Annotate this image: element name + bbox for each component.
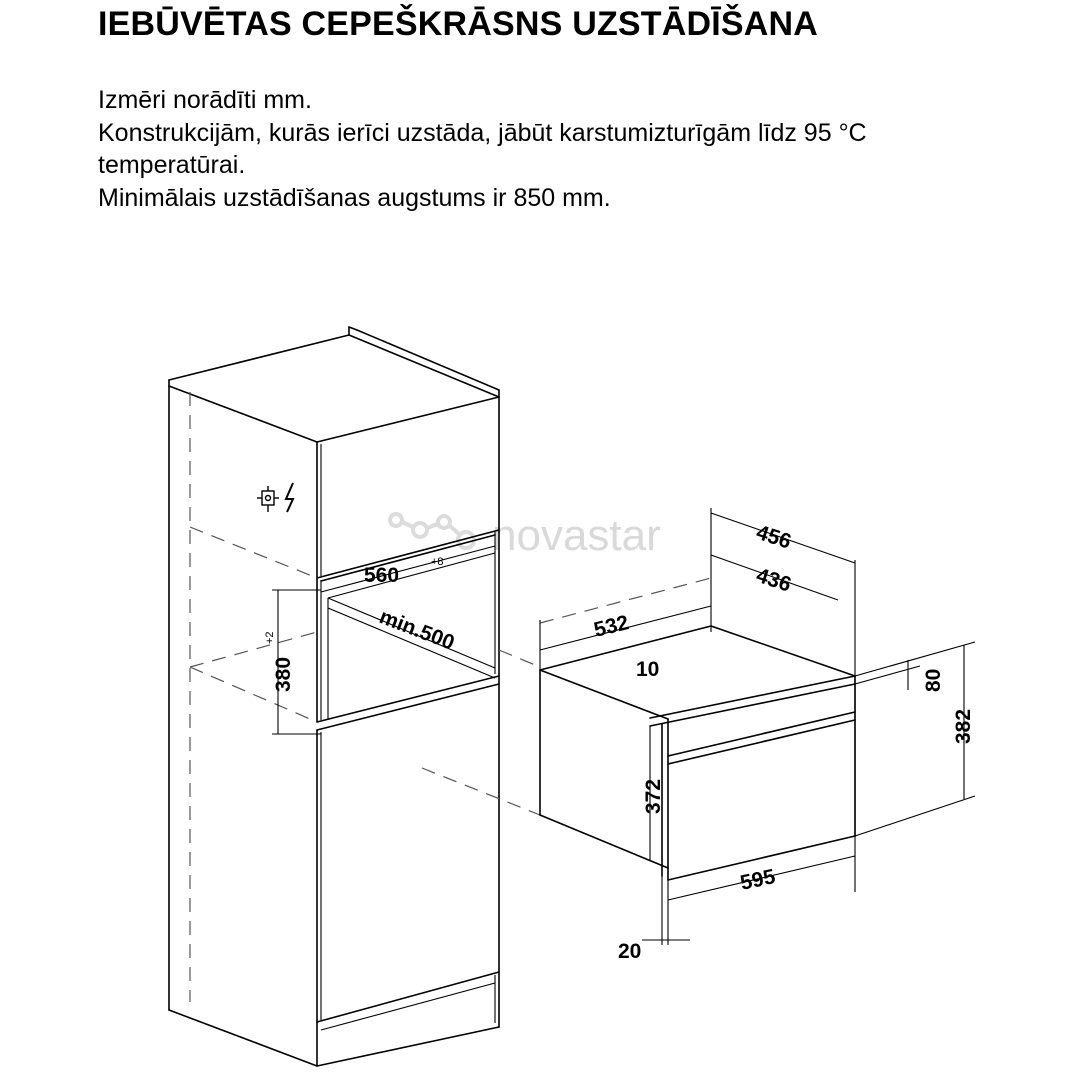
- page-title: IEBŪVĒTAS CEPEŠKRĀSNS UZSTĀDĪŠANA: [98, 5, 819, 43]
- dim-niche-height-tolerance: +2: [264, 631, 276, 644]
- watermark-logo-icon: [390, 514, 474, 548]
- dim-appliance-depth: 532: [591, 611, 632, 642]
- dim-appliance-total-height: 382: [952, 708, 975, 744]
- dim-niche-width-tolerance: +8: [431, 556, 444, 568]
- cabinet: [169, 327, 499, 1066]
- watermark-text: novastar: [492, 511, 661, 560]
- dim-panel-top-height: 80: [922, 668, 945, 692]
- dim-niche-height: 380: [272, 656, 295, 692]
- dim-body-height: 372: [642, 778, 665, 814]
- dim-front-width: 595: [738, 865, 778, 895]
- note-heat-resistance: Konstrukcijām, kurās ierīci uzstāda, jābūt karstumizturīgām līdz 95 °C: [98, 118, 867, 147]
- note-units: Izmēri norādīti mm.: [98, 86, 312, 114]
- dim-panel-gap: 10: [636, 658, 660, 681]
- dim-front-thickness: 20: [618, 940, 642, 963]
- dim-appliance-inner-width: 436: [753, 563, 794, 597]
- note-min-height: Minimālais uzstādīšanas augstums ir 850 mm.: [98, 183, 611, 212]
- note-heat-resistance-cont: temperatūrai.: [98, 151, 246, 179]
- dim-appliance-top-width: 456: [753, 520, 794, 554]
- dim-niche-depth: min.500: [376, 605, 458, 655]
- dim-niche-width: 560: [364, 564, 400, 587]
- electric-plug-lightning-icon: [257, 483, 293, 512]
